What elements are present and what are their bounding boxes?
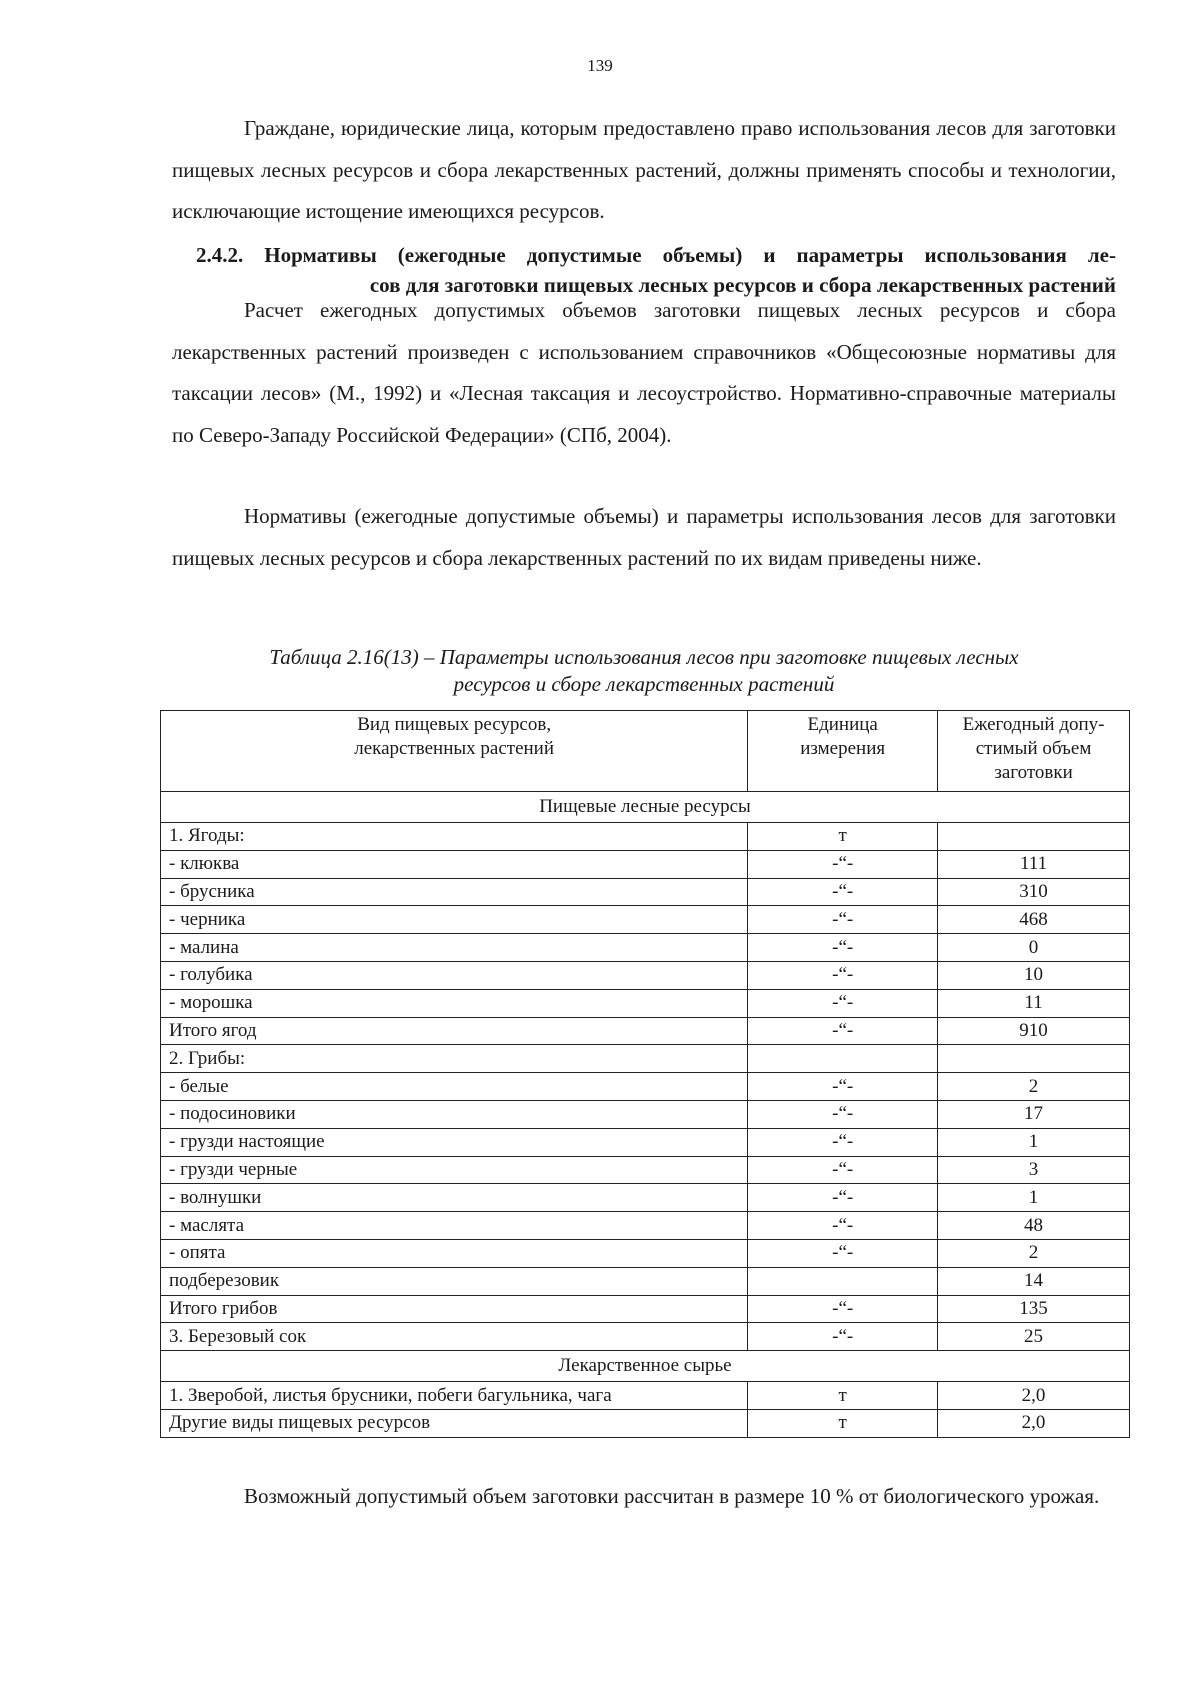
volume-cell: 10 [938, 961, 1130, 989]
header-resource-type-line-1: Вид пищевых ресурсов, [357, 714, 552, 735]
volume-cell: 2,0 [938, 1409, 1130, 1437]
header-unit-line-2: измерения [800, 738, 886, 759]
volume-cell: 14 [938, 1267, 1130, 1295]
section-row-medicinal [161, 1351, 1130, 1382]
resource-name-cell: 3. Березовый сок [161, 1323, 748, 1351]
volume-cell: 11 [938, 989, 1130, 1017]
table-row [161, 1212, 1130, 1240]
header-annual-volume-line-1: Ежегодный допу- [962, 714, 1105, 735]
resource-name-cell: - грузди настоящие [161, 1128, 748, 1156]
volume-cell [938, 1045, 1130, 1073]
resource-name-cell: - брусника [161, 878, 748, 906]
table-row [161, 823, 1130, 851]
resource-name-cell: - маслята [161, 1212, 748, 1240]
resource-name-cell: Итого ягод [161, 1017, 748, 1045]
table-row [161, 1100, 1130, 1128]
resources-table [160, 710, 1130, 1438]
resource-name-cell: - белые [161, 1073, 748, 1101]
unit-cell: -“- [748, 1295, 938, 1323]
heading-line-2: сов для заготовки пищевых лесных ресурсов и сбора лекарственных растений [369, 273, 1116, 297]
volume-cell: 1 [938, 1184, 1130, 1212]
table-row [161, 1073, 1130, 1101]
unit-cell [748, 1045, 938, 1073]
volume-cell: 111 [938, 850, 1130, 878]
table-caption [172, 644, 1116, 698]
header-annual-volume-line-2: стимый объем [975, 738, 1092, 759]
resource-name-cell: Итого грибов [161, 1295, 748, 1323]
resource-name-cell: - малина [161, 934, 748, 962]
unit-cell: -“- [748, 1184, 938, 1212]
header-unit [748, 711, 938, 792]
table-row [161, 989, 1130, 1017]
volume-cell: 0 [938, 934, 1130, 962]
header-resource-type [161, 711, 748, 792]
volume-cell: 25 [938, 1323, 1130, 1351]
unit-cell: -“- [748, 1212, 938, 1240]
intro-paragraph [172, 108, 1116, 233]
unit-cell: -“- [748, 906, 938, 934]
unit-cell: -“- [748, 1323, 938, 1351]
unit-cell: -“- [748, 961, 938, 989]
table-row [161, 934, 1130, 962]
table-row [161, 1382, 1130, 1410]
norms-paragraph-text: Нормативы (ежегодные допустимые объемы) и параметры использования лесов для заготовки пищевых лесных ресурсов и сбора лекарственных растений по их видам приведены ниже. [172, 504, 1116, 570]
unit-cell: -“- [748, 850, 938, 878]
resource-name-cell: - черника [161, 906, 748, 934]
header-annual-volume-line-3: заготовки [994, 762, 1073, 783]
section-medicinal-cell: Лекарственное сырье [161, 1351, 1130, 1382]
unit-cell: -“- [748, 1239, 938, 1267]
table-header-row [161, 711, 1130, 792]
resource-name-cell: 2. Грибы: [161, 1045, 748, 1073]
table-row [161, 961, 1130, 989]
table-row [161, 1239, 1130, 1267]
page-number: 139 [587, 56, 613, 75]
table-row [161, 1295, 1130, 1323]
closing-paragraph [172, 1476, 1116, 1518]
resource-name-cell: - подосиновики [161, 1100, 748, 1128]
volume-cell: 2,0 [938, 1382, 1130, 1410]
resource-name-cell: Другие виды пищевых ресурсов [161, 1409, 748, 1437]
unit-cell: т [748, 823, 938, 851]
table-row [161, 878, 1130, 906]
unit-cell: -“- [748, 1017, 938, 1045]
unit-cell: -“- [748, 1073, 938, 1101]
table-row [161, 1017, 1130, 1045]
volume-cell [938, 823, 1130, 851]
unit-cell: -“- [748, 878, 938, 906]
unit-cell [748, 1267, 938, 1295]
unit-cell: т [748, 1409, 938, 1437]
resource-name-cell: - грузди черные [161, 1156, 748, 1184]
unit-cell: -“- [748, 1128, 938, 1156]
table-row [161, 1156, 1130, 1184]
unit-cell: -“- [748, 1156, 938, 1184]
table-row [161, 1128, 1130, 1156]
table-row [161, 1323, 1130, 1351]
norms-paragraph [172, 496, 1116, 579]
volume-cell: 17 [938, 1100, 1130, 1128]
volume-cell: 2 [938, 1073, 1130, 1101]
table-row [161, 1045, 1130, 1073]
section-row-food [161, 792, 1130, 823]
table-row [161, 1267, 1130, 1295]
volume-cell: 3 [938, 1156, 1130, 1184]
header-unit-line-1: Единица [807, 714, 878, 735]
calc-paragraph [172, 290, 1116, 456]
unit-cell: -“- [748, 1100, 938, 1128]
volume-cell: 135 [938, 1295, 1130, 1323]
table-row [161, 906, 1130, 934]
table-caption-line-1: Таблица 2.16(13) – Параметры использования лесов при заготовке пищевых лесных [269, 645, 1019, 669]
unit-cell: -“- [748, 989, 938, 1017]
header-annual-volume [938, 711, 1130, 792]
resource-name-cell: - клюква [161, 850, 748, 878]
resource-name-cell: 1. Ягоды: [161, 823, 748, 851]
resource-name-cell: - морошка [161, 989, 748, 1017]
intro-paragraph-text: Граждане, юридические лица, которым предоставлено право использования лесов для заготовки пищевых лесных ресурсов и сбора лекарственных растений, должны применять способы и технологии, исключающие истощение имеющихся ресурсов. [172, 116, 1116, 223]
volume-cell: 468 [938, 906, 1130, 934]
volume-cell: 2 [938, 1239, 1130, 1267]
resource-name-cell: - опята [161, 1239, 748, 1267]
calc-paragraph-text: Расчет ежегодных допустимых объемов заготовки пищевых лесных ресурсов и сбора лекарственных растений произведен с использованием справочников «Общесоюзные нормативы для таксации лесов» (М., 1992) и «Лесная таксация и лесоустройство. Нормативно-справочные материалы по Северо-Западу Российской Федерации» (СПб, 2004). [172, 298, 1116, 447]
table-row [161, 850, 1130, 878]
heading-line-1: 2.4.2. Нормативы (ежегодные допустимые объемы) и параметры использования ле- [196, 243, 1116, 267]
unit-cell: -“- [748, 934, 938, 962]
volume-cell: 48 [938, 1212, 1130, 1240]
table-row [161, 1184, 1130, 1212]
volume-cell: 910 [938, 1017, 1130, 1045]
table-row [161, 1409, 1130, 1437]
resource-name-cell: - волнушки [161, 1184, 748, 1212]
resource-name-cell: подберезовик [161, 1267, 748, 1295]
closing-paragraph-text: Возможный допустимый объем заготовки рассчитан в размере 10 % от биологического урожая. [244, 1484, 1100, 1508]
table-caption-line-2: ресурсов и сборе лекарственных растений [453, 672, 835, 696]
volume-cell: 1 [938, 1128, 1130, 1156]
volume-cell: 310 [938, 878, 1130, 906]
resource-name-cell: 1. Зверобой, листья брусники, побеги багульника, чага [161, 1382, 748, 1410]
resource-name-cell: - голубика [161, 961, 748, 989]
section-food-cell: Пищевые лесные ресурсы [161, 792, 1130, 823]
unit-cell: т [748, 1382, 938, 1410]
header-resource-type-line-2: лекарственных растений [354, 738, 555, 759]
